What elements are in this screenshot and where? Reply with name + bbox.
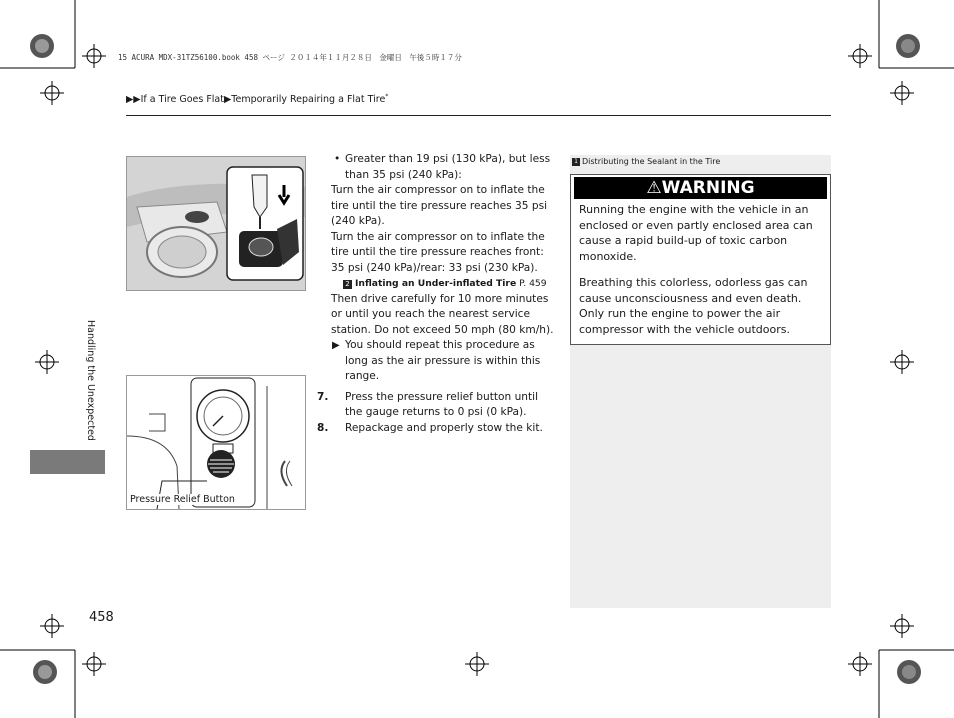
section-side-label: Handling the Unexpected [85, 320, 96, 441]
step-7-text: Press the pressure relief button until the gauge returns to 0 psi (0 kPa). [345, 390, 539, 418]
note-arrow-icon: ▶ [332, 340, 340, 351]
step-8-number: 8. [317, 421, 329, 434]
warning-paragraph-1: Running the engine with the vehicle in an enclosed or even partly enclosed area can cause a rapid build-up of toxic carbon monoxide. [579, 203, 813, 264]
breadcrumb-arrows: ▶▶ [126, 94, 141, 106]
figure-pressure-gauge [126, 375, 306, 510]
step-8 [317, 421, 557, 437]
reference-icon: 2 [343, 280, 352, 289]
paragraph-drive-carefully: Then drive carefully for 10 more minutes or until you reach the nearest service station. Do not exceed 50 mph (80 km/h). [331, 292, 554, 336]
warning-title: WARNING [661, 178, 755, 198]
paragraph-inflate-front-rear: Turn the air compressor on to inflate the tire until the tire pressure reaches front: 35 psi (240 kPa)/rear: 33 psi (230 kPa). [331, 230, 545, 274]
step-7-number: 7. [317, 390, 329, 403]
panel-heading-text: Distributing the Sealant in the Tire [582, 157, 721, 166]
breadcrumb-link-flat-tire[interactable]: If a Tire Goes Flat [140, 94, 224, 106]
illustration-power-socket [127, 157, 305, 290]
instructions-column [317, 152, 557, 436]
bullet-pressure-range: • Greater than 19 psi (130 kPa), but less than 35 psi (240 kPa): [331, 152, 557, 183]
sidebar-panel-heading [570, 155, 831, 169]
cross-reference[interactable] [331, 276, 557, 292]
warning-text [579, 202, 819, 348]
illustration-gauge [127, 376, 305, 509]
breadcrumb [126, 93, 388, 105]
warning-box [570, 174, 831, 345]
figure-compressor-plug [126, 156, 306, 291]
header-rule [126, 115, 831, 116]
note-text: You should repeat this procedure as long as the air pressure is within this range. [345, 339, 541, 382]
step-8-text: Repackage and properly stow the kit. [345, 421, 543, 434]
reference-link-inflating[interactable]: Inflating an Under-inflated Tire [355, 278, 517, 289]
breadcrumb-separator: ▶ [223, 94, 232, 106]
step-7 [317, 390, 557, 421]
reference-page: P. 459 [516, 278, 547, 289]
section-tab-marker [30, 450, 105, 474]
warning-triangle-icon: ⚠ [646, 178, 662, 198]
paragraph-inflate-35: Turn the air compressor on to inflate the tire until the tire pressure reaches 35 psi (240 kPa). [331, 184, 548, 227]
breadcrumb-asterisk: * [385, 93, 389, 100]
figure-caption-pressure-relief-button: Pressure Relief Button [130, 494, 235, 505]
warning-paragraph-2: Breathing this colorless, odorless gas can cause unconsciousness and even death. Only run the engine to power the air compressor with the vehicle outdoors. [579, 275, 808, 336]
panel-heading-icon: 1 [572, 158, 580, 166]
page-number: 458 [89, 610, 114, 625]
warning-title-bar [574, 177, 827, 199]
print-header: 15 ACURA MDX-31TZ56100.book 458 ページ ２０１４年１１月２８日 金曜日 午後５時１７分 [118, 53, 462, 62]
breadcrumb-current: Temporarily Repairing a Flat Tire [231, 94, 386, 106]
note-repeat-procedure [331, 338, 557, 385]
